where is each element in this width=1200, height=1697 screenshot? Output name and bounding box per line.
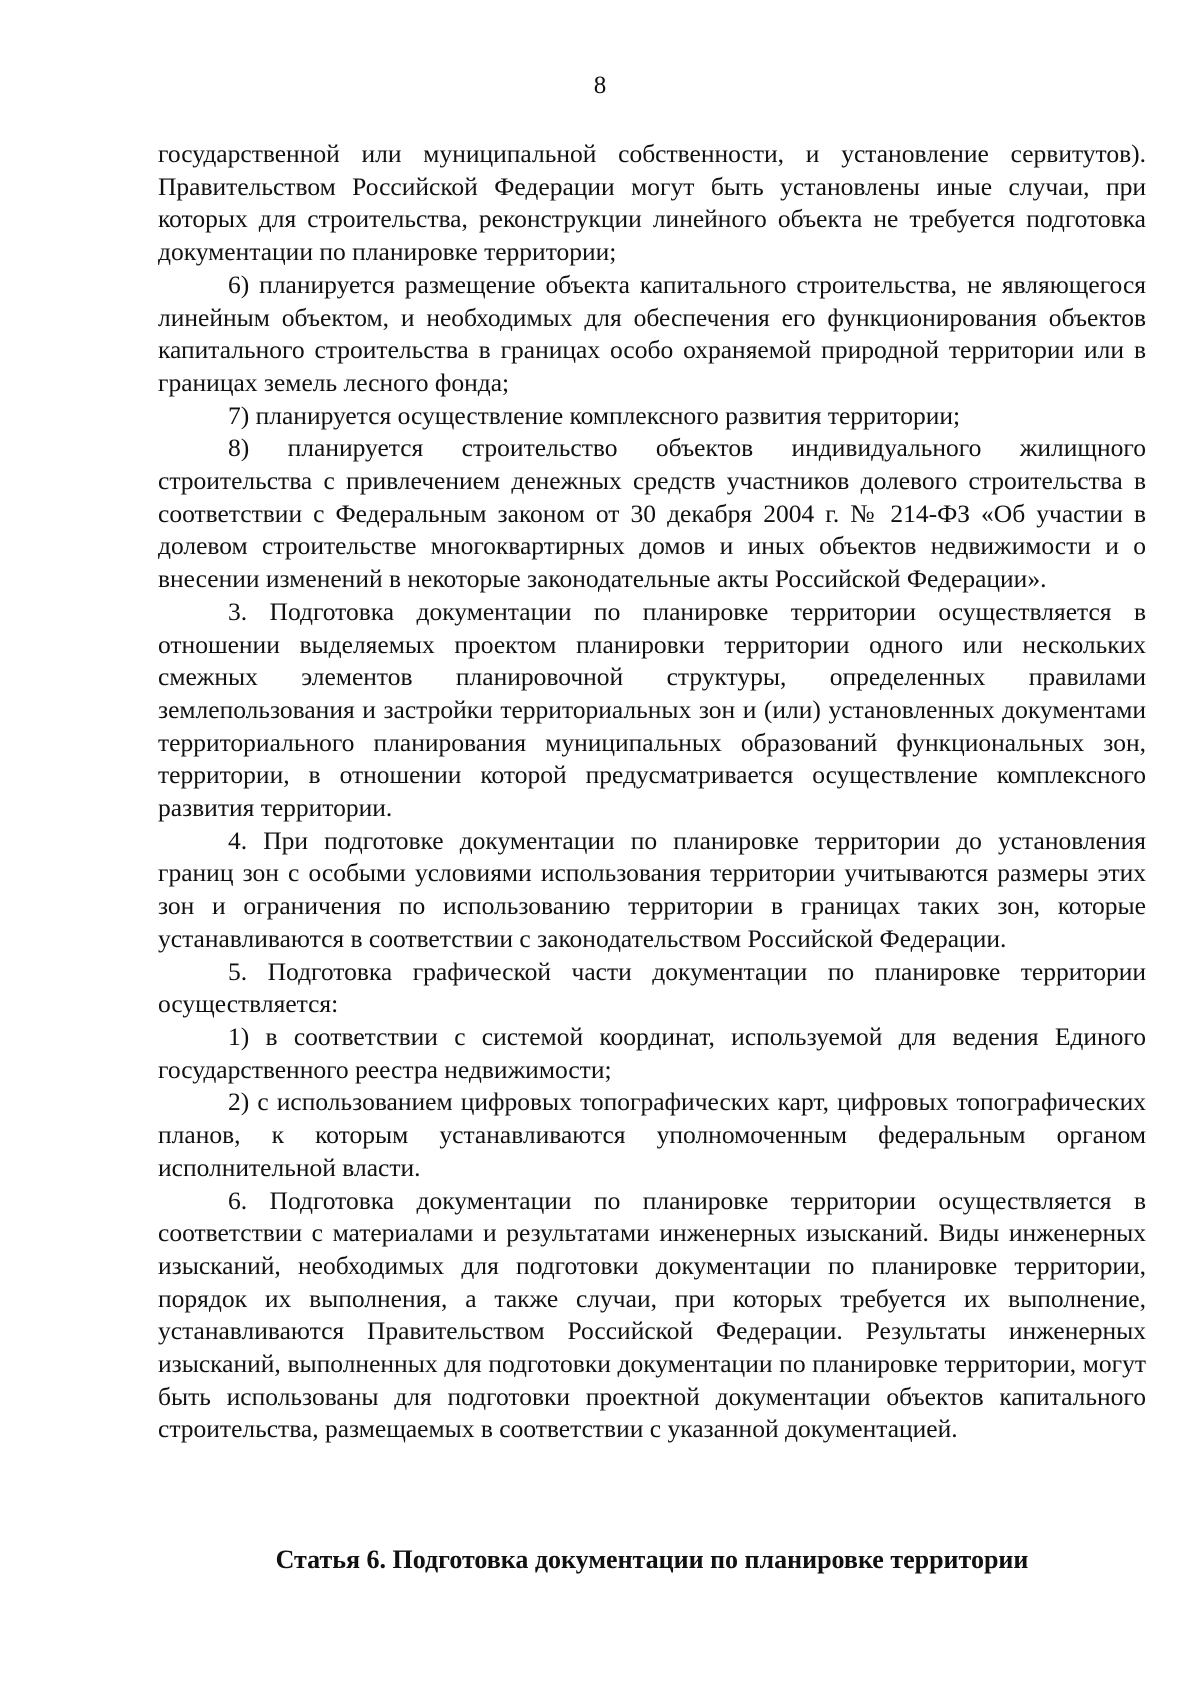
paragraph-section-5: 5. Подготовка графической части документации по планировке территории осуществляется: [158, 956, 1146, 1019]
article-heading: Статья 6. Подготовка документации по планировке территории [275, 1545, 1029, 1574]
paragraph-section-3: 3. Подготовка документации по планировке территории осуществляется в отношении выделяемых проектом планировки территории одного или нескольких смежных элементов планировочной структуры, определенных правилами землепользования и застройки территориальных зон и (или) установленных документами территориального планирования муниципальных образований функциональных зон, территории, в отношении которой предусматривается осуществление комплексного развития территории. [158, 596, 1146, 823]
page-number: 8 [593, 72, 607, 99]
paragraph-section-6: 6. Подготовка документации по планировке территории осуществляется в соответствии с материалами и результатами инженерных изысканий. Виды инженерных изысканий, необходимых для подготовки документации по планировке территории, порядок их выполнения, а также случаи, при которых требуется их выполнение, устанавливаются Правительством Российской Федерации. Результаты инженерных изысканий, выполненных для подготовки документации по планировке территории, могут быть использованы для подготовки проектной документации объектов капитального строительства, размещаемых в соответствии с указанной документацией. [158, 1185, 1146, 1444]
paragraph-section-5-item-1: 1) в соответствии с системой координат, используемой для ведения Единого государственного реестра недвижимости; [158, 1021, 1146, 1084]
document-body [158, 138, 1146, 1446]
paragraph-section-5-item-2: 2) с использованием цифровых топографических карт, цифровых топографических планов, к которым устанавливаются уполномоченным федеральным органом исполнительной власти. [158, 1087, 1146, 1182]
paragraph-item-8: 8) планируется строительство объектов индивидуального жилищного строительства с привлечением денежных средств участников долевого строительства в соответствии с Федеральным законом от 30 декабря 2004 г. № 214-ФЗ «Об участии в долевом строительстве многоквартирных домов и иных объектов недвижимости и о внесении изменений в некоторые законодательные акты Российской Федерации». [158, 433, 1146, 594]
paragraph-continuation: государственной или муниципальной собственности, и установление сервитутов). Правительством Российской Федерации могут быть установлены иные случаи, при которых для строительства, реконструкции линейного объекта не требуется подготовка документации по планировке территории; [158, 139, 1146, 267]
paragraph-section-4: 4. При подготовке документации по планировке территории до установления границ зон с особыми условиями использования территории учитываются размеры этих зон и ограничения по использованию территории в границах таких зон, которые устанавливаются в соответствии с законодательством Российской Федерации. [158, 825, 1146, 953]
paragraph-item-6: 6) планируется размещение объекта капитального строительства, не являющегося линейным объектом, и необходимых для обеспечения его функционирования объектов капитального строительства в границах особо охраняемой природной территории или в границах земель лесного фонда; [158, 269, 1146, 397]
paragraph-item-7: 7) планируется осуществление комплексного развития территории; [228, 400, 961, 430]
